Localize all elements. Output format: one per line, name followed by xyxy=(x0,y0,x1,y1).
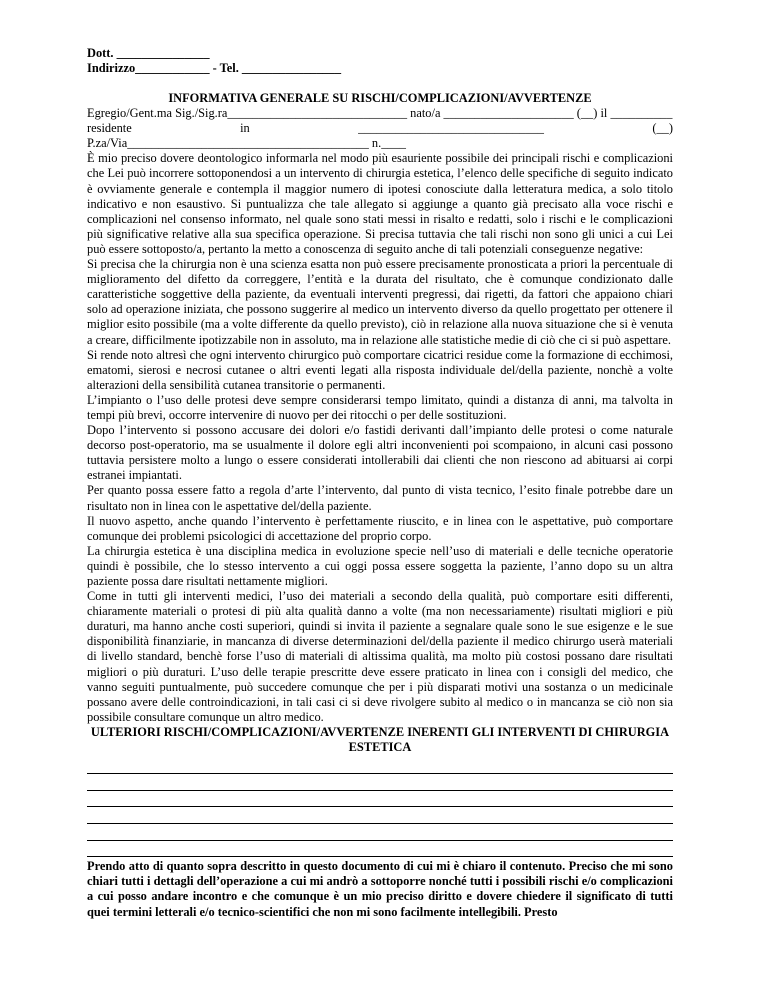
paragraph: Si rende noto altresì che ogni intervento chirurgico può comportare cicatrici residue come la formazione di ecchimosi, ematomi, sierosi e necrosi cutanee o altri eventi legati alla risposta individuale del/della paziente, nonchè a volte alterazioni della sensibilità cutanea transitorie o permanenti. xyxy=(87,347,673,392)
address-phone-line: Indirizzo____________ - Tel. ________________ xyxy=(87,61,342,75)
document-title: INFORMATIVA GENERALE SU RISCHI/COMPLICAZIONI/AVVERTENZE xyxy=(168,91,592,105)
blank-line[interactable] xyxy=(87,774,673,791)
blank-line[interactable] xyxy=(87,807,673,824)
consent-statement: Prendo atto di quanto sopra descritto in questo documento di cui mi è chiaro il contenuto. Preciso che mi sono chiari tutti i dettagli dell’operazione a cui mi andrò a sottoporre nonché tutti i possibili rischi e/o complicazioni a cui posso andare incontro e che comunque è un mio preciso diritto e dovere chiedere il significato di tutti quei termini letterali e/o tecnico-scientifici che non mi sono facilmente intellegibili. Presto xyxy=(87,859,673,919)
doctor-name-line: Dott. _______________ xyxy=(87,46,210,60)
residence-blank: ______________________________ xyxy=(358,121,544,136)
paragraph: L’impianto o l’uso delle protesi deve sempre considerarsi tempo limitato, quindi a distanza di anni, ma talvolta in tempi più brevi, occorre intervenire di nuovo per dei ritocchi o per delle sostituzioni. xyxy=(87,392,673,422)
paragraph: Il nuovo aspetto, anche quando l’intervento è perfettamente riuscito, e in linea con le aspettative, può comportare comunque dei problemi psicologici di accettazione del proprio corpo. xyxy=(87,513,673,543)
blank-line[interactable] xyxy=(87,791,673,808)
blank-line[interactable] xyxy=(87,824,673,841)
residence-province: (__) xyxy=(652,121,673,136)
blank-line[interactable] xyxy=(87,841,673,858)
paragraph: Per quanto possa essere fatto a regola d’arte l’intervento, dal punto di vista tecnico, l’esito finale potrebbe dare un risultato non in linea con le aspettative del/della paziente. xyxy=(87,483,673,513)
paragraph: Si precisa che la chirurgia non è una scienza esatta non può essere precisamente pronosticata a priori la percentuale di miglioramento del difetto da correggere, l’entità e la durata del risultato, che è comunque condizionato dalle caratteristiche soggettive della paziente, da eventuali interventi pregressi, dai rigetti, da fattori che appaiono chiari solo ad operazione iniziata, che possono suggerire al medico un intervento diverso da quello progettato per ottenere il miglior esito possibile (ma a volte differente da quello previsto), ciò in relazione alla nuova situazione che si è venuta a creare, difficilmente ipotizzabile non in assoluto, ma in relazione alle statistiche medie di ciò che ci si può aspettare. xyxy=(87,257,673,347)
patient-street-line xyxy=(87,136,673,151)
document-page xyxy=(87,46,673,920)
section-subtitle: ULTERIORI RISCHI/COMPLICAZIONI/AVVERTENZE INERENTI GLI INTERVENTI DI CHIRURGIA ESTETICA xyxy=(90,724,670,755)
street-text: P.za/Via_______________________________________ n.____ xyxy=(87,136,406,151)
blank-line[interactable] xyxy=(87,757,673,774)
residence-label: residente xyxy=(87,121,132,136)
paragraph: La chirurgia estetica è una disciplina medica in evoluzione specie nell’uso di materiali e delle tecniche operatorie quindi è possibile, che lo stesso intervento a cui oggi possa essere soggetta la paziente, l’anno dopo su un altra paziente possa dare risultati nettamente migliori. xyxy=(87,543,673,588)
blank-lines-area[interactable] xyxy=(87,757,673,857)
paragraph: Come in tutti gli interventi medici, l’uso dei materiali a secondo della qualità, può comportare esiti differenti, chiaramente materiali o protesi di più alta qualità danno a volte (ma non necessariamente) risultati migliori e più duraturi, ma hanno anche costi superiori, quindi si invita il paziente a segnalare quale sono le sue esigenze e le sue disponibilità finanziarie, in mancanza di diverse determinazioni del/della paziente il medico chirurgo userà materiali di livello standard, benchè forse l’uso di materiali di altissima qualità, ma molto più costosi possano dare risultati migliori o più duraturi. L’uso delle terapie prescritte deve essere praticato in linea con i consigli del medico, che vanno seguiti puntualmente, può succedere comunque che per i più disparati motivi una sostanza o un medicinale possano avere delle controindicazioni, in tali casi ci si deve rivolgere subito al medico o in mancanza se ciò non sia possibile consultare comunque un altro medico. xyxy=(87,589,673,724)
patient-name-line xyxy=(87,106,673,121)
patient-residence-line xyxy=(87,121,673,136)
paragraph: È mio preciso dovere deontologico informarla nel modo più esauriente possibile dei principali rischi e complicazioni che Lei può incorrere sottoponendosi a un intervento di chirurgia estetica, l’elenco delle specifiche di seguito indicato è ovviamente generale e contempla il maggior numero di ipotesi conosciute dalla letteratura medica, a solo titolo indicativo e non esaustivo. Si puntualizza che tale allegato si aggiunge a quanto già precisato alla voce rischi e complicazioni nel consenso informato, nel quale sono stati messi in risalto e redatti, solo i rischi e le complicazioni più significative relative alla sua specifica operazione. Si precisa tuttavia che tali rischi non sono gli unici a cui Lei può essere sottoposto/a, pertanto la metto a conoscenza di seguito anche di tali potenziali conseguenze negative: xyxy=(87,151,673,256)
residence-in-label: in xyxy=(240,121,250,136)
paragraph: Dopo l’intervento si possono accusare dei dolori e/o fastidi derivanti dall’impianto delle protesi o come naturale decorso post-operatorio, ma se usualmente il dolore egli altri inconvenienti poi scompaiono, in alcuni casi possono tuttavia persistere molto a lungo o essere considerati intollerabili dai clienti che non riescono ad abituarsi ai corpi estranei impiantati. xyxy=(87,423,673,483)
patient-name-text: Egregio/Gent.ma Sig./Sig.ra_____________________________ nato/a _____________________ (__) il __________ xyxy=(87,106,673,121)
